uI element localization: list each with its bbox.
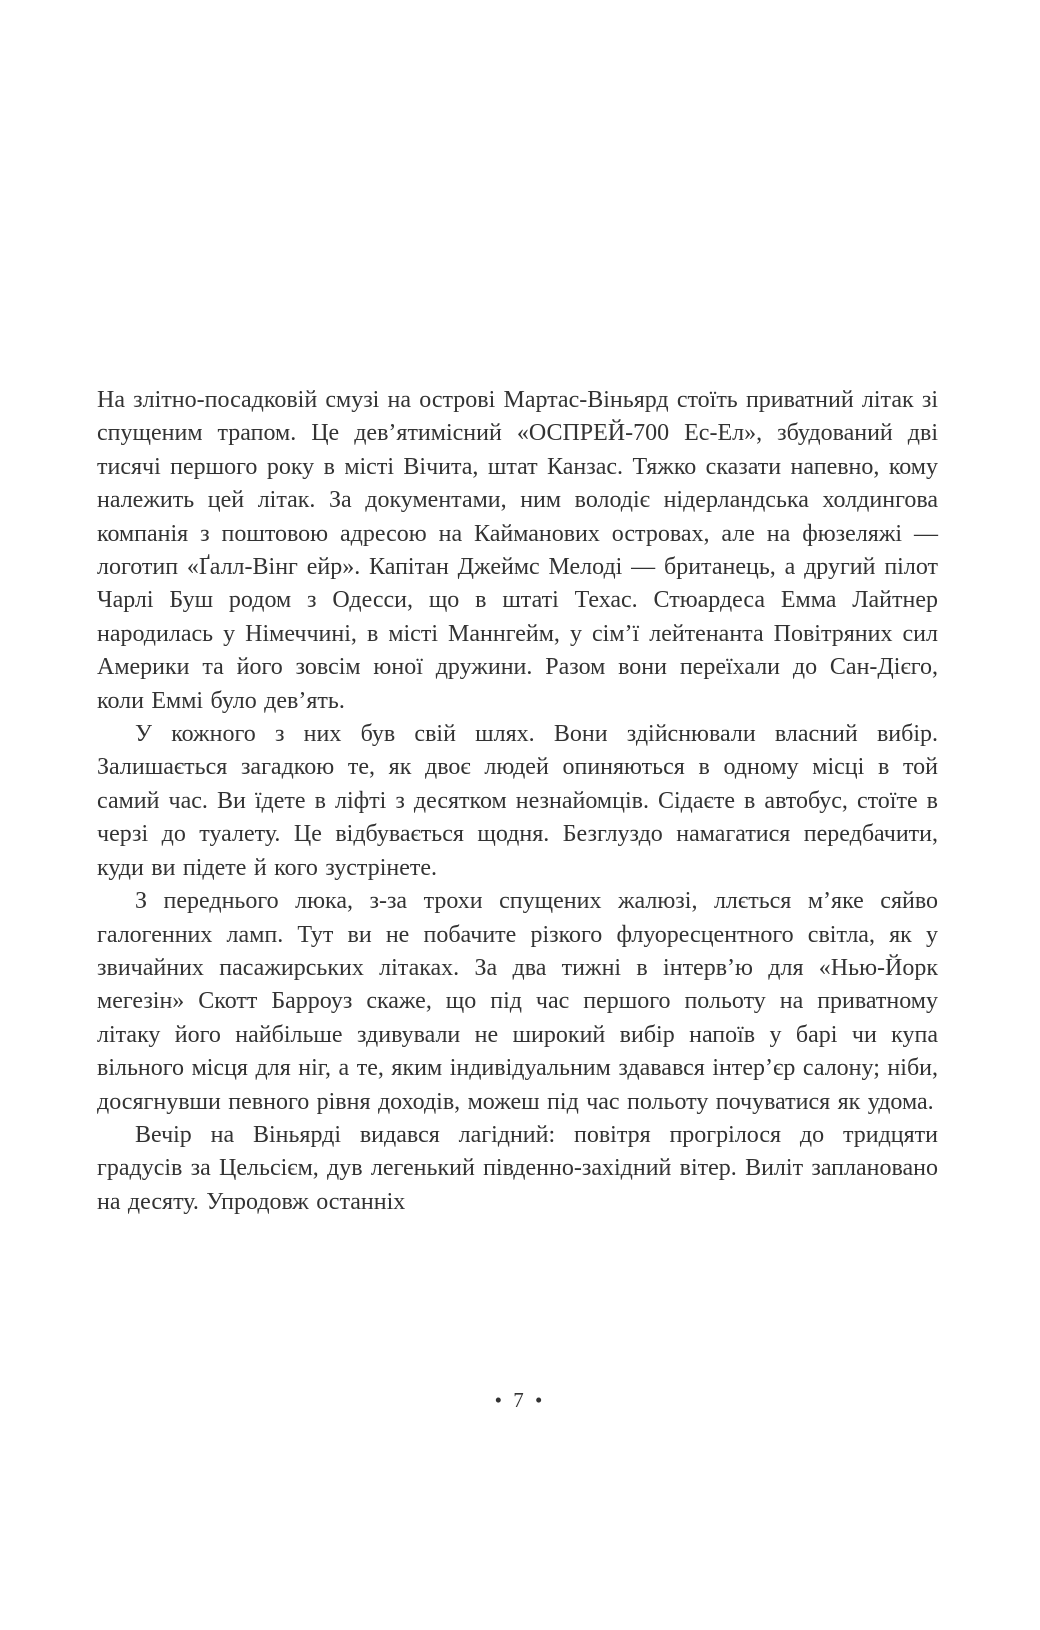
paragraph-3: З переднього люка, з-за трохи спущених жалюзі, ллється м’яке сяйво галогенних ламп. Тут ви не побачите різкого флуоресцентного світла, як у звичайних пасажирських літаках. За два тижні в інтерв’ю для «Нью-Йорк мегезін» Скотт Барроуз скаже, що під час першого польоту на приватному літаку його найбільше здивували не широкий вибір напоїв у барі чи купа вільного місця для ніг, а те, яким індивідуальним здавався інтер’єр салону; ніби, досягнувши певного рівня доходів, можеш під час польоту почуватися як удома. bbox=[97, 888, 938, 1115]
paragraph-1: На злітно-посадковій смузі на острові Мартас-Віньярд стоїть приватний літак зі спущеним трапом. Це дев’ятимісний «ОСПРЕЙ-700 Ес-Ел», збудований дві тисячі першого року в місті Вічита, штат Канзас. Тяжко сказати напевно, кому належить цей літак. За документами, ним володіє нідерландська холдингова компанія з поштовою адресою на Кайманових островах, але на фюзеляжі — логотип «Ґалл-Вінг ейр». Капітан Джеймс Мелоді — британець, а другий пілот Чарлі Буш родом з Одесси, що в штаті Техас. Стюардеса Емма Лайтнер народилась у Німеччині, в місті Маннгейм, у сім’ї лейтенанта Повітряних сил Америки та його зовсім юної дружини. Разом вони переїхали до Сан-Дієго, коли Еммі було дев’ять. bbox=[97, 387, 938, 714]
page-number: • 7 • bbox=[494, 1388, 546, 1412]
paragraph-2: У кожного з них був свій шлях. Вони здійснювали власний вибір. Залишається загадкою те, як двоє людей опиняються в одному місці в той самий час. Ви їдете в ліфті з десятком незнайомців. Сідаєте в автобус, стоїте в черзі до туалету. Це відбувається щодня. Безглуздо намагатися передбачити, куди ви підете й кого зустрінете. bbox=[97, 721, 938, 881]
text-block bbox=[97, 384, 938, 1219]
paragraph-4: Вечір на Віньярді видався лагідний: повітря прогрілося до тридцяти градусів за Цельсієм, дув легенький південно-західний вітер. Виліт заплановано на десяту. Упродовж останніх bbox=[97, 1121, 938, 1215]
